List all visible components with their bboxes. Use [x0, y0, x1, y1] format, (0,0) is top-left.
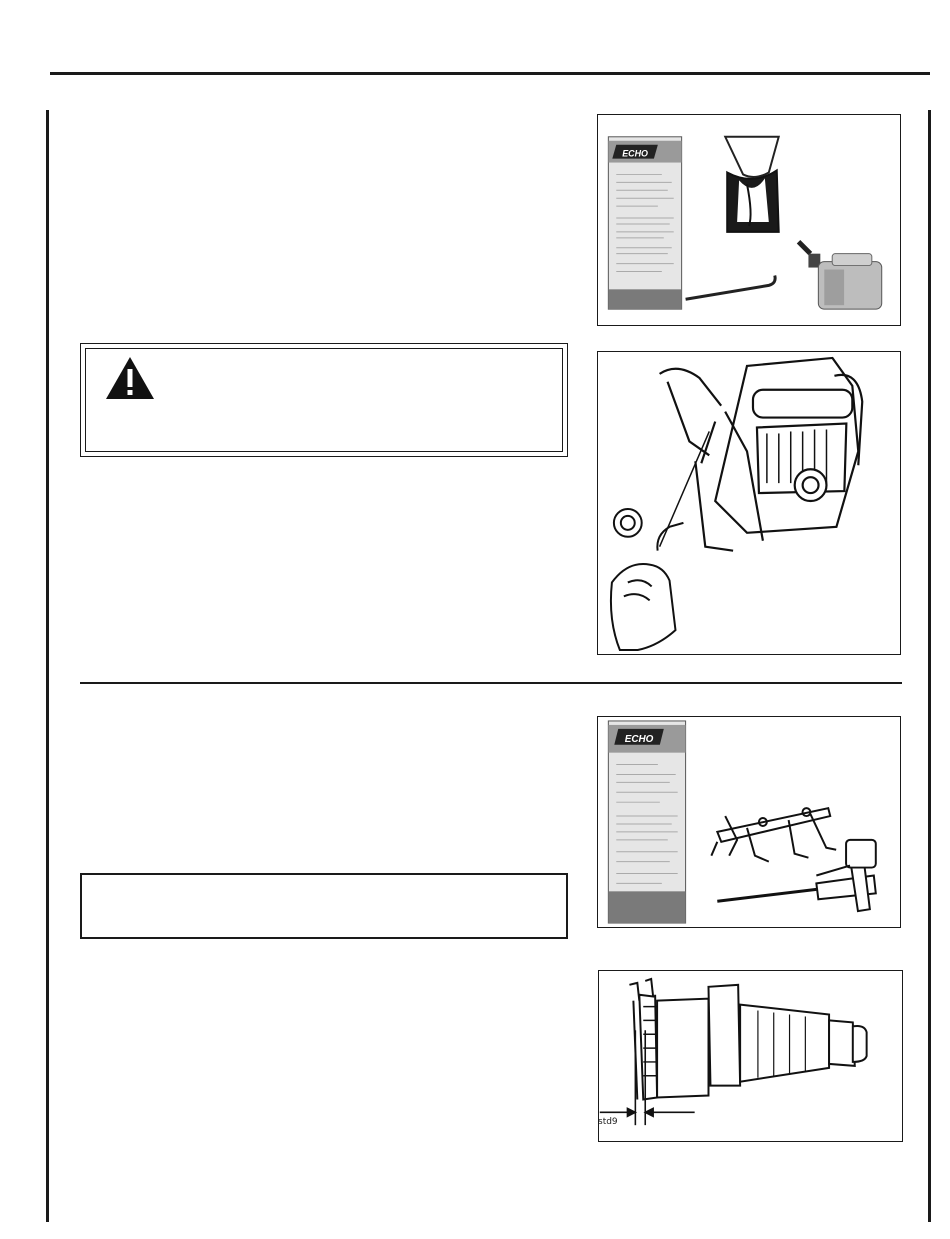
- svg-text:ECHO: ECHO: [622, 148, 648, 159]
- blower-illustration: [598, 352, 900, 654]
- cloth-bag-icon: [725, 137, 778, 232]
- backpack-blower-icon: [660, 358, 863, 551]
- spark-plug-figure: [598, 970, 903, 1142]
- svg-text:ECHO: ECHO: [624, 733, 654, 745]
- instruction-booklet-icon: [608, 137, 681, 309]
- blower-fuel-cap-figure: [597, 351, 901, 655]
- note-box: [80, 873, 568, 939]
- hand-icon: [611, 431, 709, 650]
- warning-triangle-icon: [104, 355, 156, 401]
- tool-kit-figure: [597, 716, 901, 928]
- tool-kit-illustration: [598, 717, 900, 927]
- gap-gauge-icon: [711, 808, 836, 861]
- left-margin-bar: [46, 110, 49, 1222]
- kit-items-figure: [597, 114, 901, 326]
- spark-plug-illustration: [599, 971, 902, 1141]
- section-divider: [80, 682, 902, 684]
- instruction-booklet-icon: [608, 721, 685, 923]
- screwdriver-icon: [717, 875, 875, 901]
- right-margin-bar: [928, 110, 931, 1222]
- gap-label: std9: [598, 1117, 618, 1127]
- kit-items-illustration: [598, 115, 900, 325]
- fuel-container-icon: [799, 242, 882, 309]
- warning-box-inner: [85, 348, 563, 452]
- top-rule: [50, 72, 930, 75]
- spark-plug-icon: [629, 979, 866, 1100]
- fuel-cap-icon: [614, 509, 642, 537]
- hook-tool-icon: [686, 275, 776, 299]
- warning-box: [80, 343, 568, 457]
